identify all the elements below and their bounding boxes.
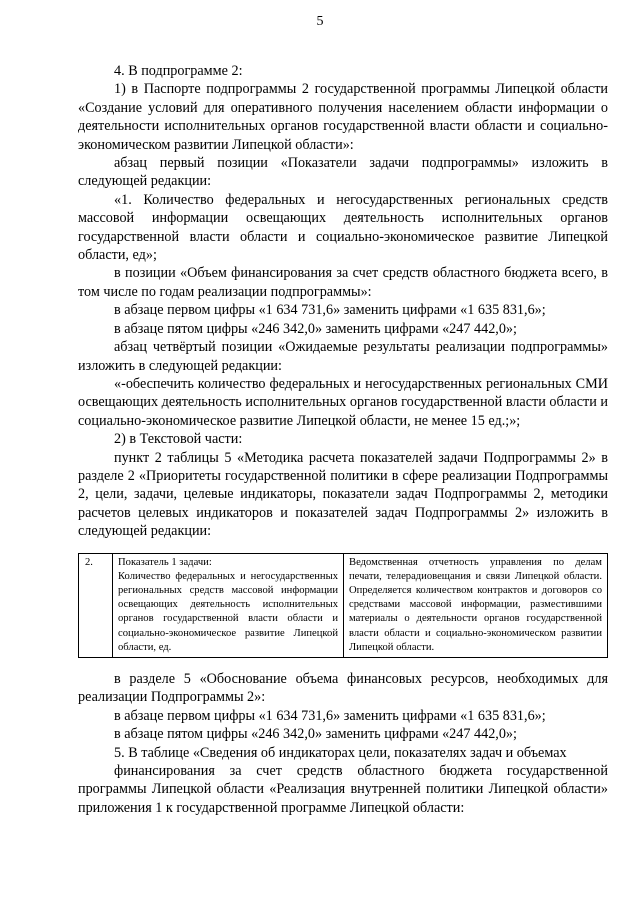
paragraph: в абзаце первом цифры «1 634 731,6» заменить цифрами «1 635 831,6»;: [114, 707, 546, 724]
table-row: [79, 553, 608, 657]
page-number: 5: [316, 14, 324, 29]
paragraph: «1. Количество федеральных и негосударственных региональных средств массовой информации освещающих деятельность исполнительных органов государственной власти области и социально-экономическое развитие Липецкой области, ед»;: [78, 191, 608, 264]
paragraph: в позиции «Объем финансирования за счет средств областного бюджета всего, в том числе по годам реализации подпрограммы»:: [78, 265, 608, 300]
method-cell: [344, 553, 608, 657]
paragraph: абзац четвёртый позиции «Ожидаемые результаты реализации подпрограммы» изложить в следующей редакции:: [78, 339, 608, 374]
paragraph: «-обеспечить количество федеральных и негосударственных региональных СМИ освещающих деятельность исполнительных органов государственной власти области и социально-экономическое развитие Липецкой области, не менее 15 ед.;»;: [78, 375, 608, 429]
paragraph: в абзаце пятом цифры «246 342,0» заменить цифрами «247 442,0»;: [114, 726, 517, 743]
row-number-cell: 2.: [79, 553, 113, 657]
indicator-text: Количество федеральных и негосударственных региональных средств массовой информации освещающих деятельность исполнительных органов государственной власти области и социально-экономическое развитие Липецкой области, ед.: [118, 570, 338, 653]
paragraph: пункт 2 таблицы 5 «Методика расчета показателей задачи Подпрограммы 2» в разделе 2 «Приоритеты государственной политики в сфере реализации Подпрограммы 2, цели, задачи, целевые индикаторы, показатели задач Подпрограммы 2, методики расчетов целевых индикаторов и показателей задач Подпрограммы 2» изложить в следующей редакции:: [78, 449, 608, 540]
paragraph: 2) в Текстовой части:: [114, 431, 243, 448]
methodology-table: [78, 553, 608, 658]
paragraph: в разделе 5 «Обоснование объема финансовых ресурсов, необходимых для реализации Подпрограммы 2»:: [78, 670, 608, 706]
paragraph: 5. В таблице «Сведения об индикаторах цели, показателях задач и объемах: [114, 744, 567, 761]
paragraph: в абзаце пятом цифры «246 342,0» заменить цифрами «247 442,0»;: [114, 320, 517, 337]
paragraph: финансирования за счет средств областного бюджета государственной программы Липецкой области «Реализация внутренней политики Липецкой области» приложения 1 к государственной программе Липецкой области:: [78, 763, 608, 816]
paragraph: 1) в Паспорте подпрограммы 2 государственной программы Липецкой области «Создание условий для оперативного получения населением области информации о деятельности исполнительных органов государственной власти области и социально-экономическом развитии Липецкой области»:: [78, 81, 608, 153]
paragraph: 4. В подпрограмме 2:: [114, 63, 243, 79]
method-text: Ведомственная отчетность управления по делам печати, телерадиовещания и связи Липецкой области. Определяется количеством контрактов и договоров со средствами массовой информации, разместившими материалы о деятельности органов государственной власти области и социально-экономическом развитии Липецкой области.: [349, 556, 602, 653]
paragraph: абзац первый позиции «Показатели задачи подпрограммы» изложить в следующей редакции:: [78, 155, 608, 190]
document-body: [78, 62, 608, 817]
indicator-title: Показатель 1 задачи:: [118, 556, 212, 568]
indicator-cell: [113, 553, 344, 657]
paragraph: в абзаце первом цифры «1 634 731,6» заменить цифрами «1 635 831,6»;: [114, 302, 546, 319]
